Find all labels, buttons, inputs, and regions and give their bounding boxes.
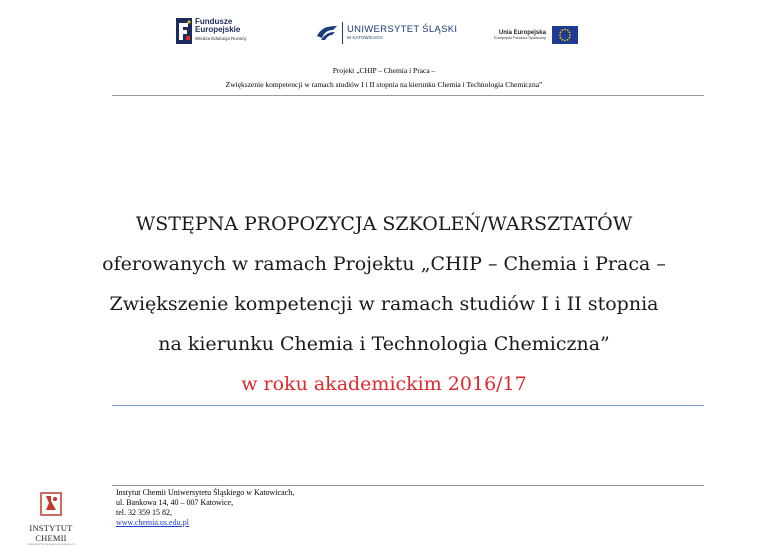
title-line2: oferowanych w ramach Projektu „CHIP – Chemia i Praca –	[102, 253, 666, 275]
footer-divider	[112, 485, 704, 486]
ue-name: Unia Europejska	[498, 29, 546, 36]
us-subtitle: W KATOWICACH	[347, 35, 383, 41]
fe-subtitle: Wiedza Edukacja Rozwój	[195, 35, 246, 41]
instytut-chemii-icon	[40, 492, 62, 516]
footer-address-line1: Instytut Chemii Uniwersytetu Śląskiego w Katowicach,	[116, 488, 295, 497]
project-header-line2: Zwiększenie kompetencji w ramach studiów I i II stopnia na kierunku Chemia i Technologia Chemiczna”	[225, 80, 543, 89]
header-logos	[0, 16, 768, 52]
uniwersytet-emblem-icon	[315, 24, 339, 42]
ue-subtitle: Europejski Fundusz Społeczny	[494, 36, 546, 41]
document-title	[0, 204, 768, 404]
fundusze-europejskie-logo	[176, 18, 246, 44]
instytut-chemii-name: INSTYTUT CHEMII	[29, 523, 73, 543]
title-divider	[112, 405, 704, 406]
eu-flag-icon	[552, 26, 578, 44]
us-name: UNIWERSYTET ŚLĄSKI	[347, 24, 458, 36]
unia-europejska-logo	[494, 26, 578, 44]
fe-line1: Fundusze	[195, 17, 233, 26]
title-line1: WSTĘPNA PROPOZYCJA SZKOLEŃ/WARSZTATÓW	[135, 213, 633, 235]
instytut-chemii-sub: UNIWERSYTET ŚLĄSKI W KATOWICACH	[27, 543, 75, 546]
uniwersytet-slaski-logo	[315, 22, 457, 44]
us-separator	[342, 22, 343, 44]
project-header-line1: Projekt „CHIP – Chemia i Praca –	[332, 66, 436, 75]
title-line3: Zwiększenie kompetencji w ramach studiów I i II stopnia	[109, 293, 659, 315]
header-divider	[112, 95, 704, 96]
instytut-chemii-logo	[14, 492, 88, 546]
title-line4: na kierunku Chemia i Technologia Chemiczna”	[158, 333, 610, 355]
footer-website-link[interactable]: www.chemia.us.edu.pl	[116, 518, 189, 527]
footer-address-line2: ul. Bankowa 14, 40 – 007 Katowice,	[116, 498, 234, 507]
project-header	[0, 64, 768, 92]
fundusze-europejskie-icon	[176, 18, 192, 44]
title-academic-year: w roku akademickim 2016/17	[241, 373, 527, 395]
footer-address	[116, 488, 294, 528]
fe-line2: Europejskie	[195, 25, 241, 35]
footer-phone: tel. 32 359 15 82,	[116, 508, 172, 517]
